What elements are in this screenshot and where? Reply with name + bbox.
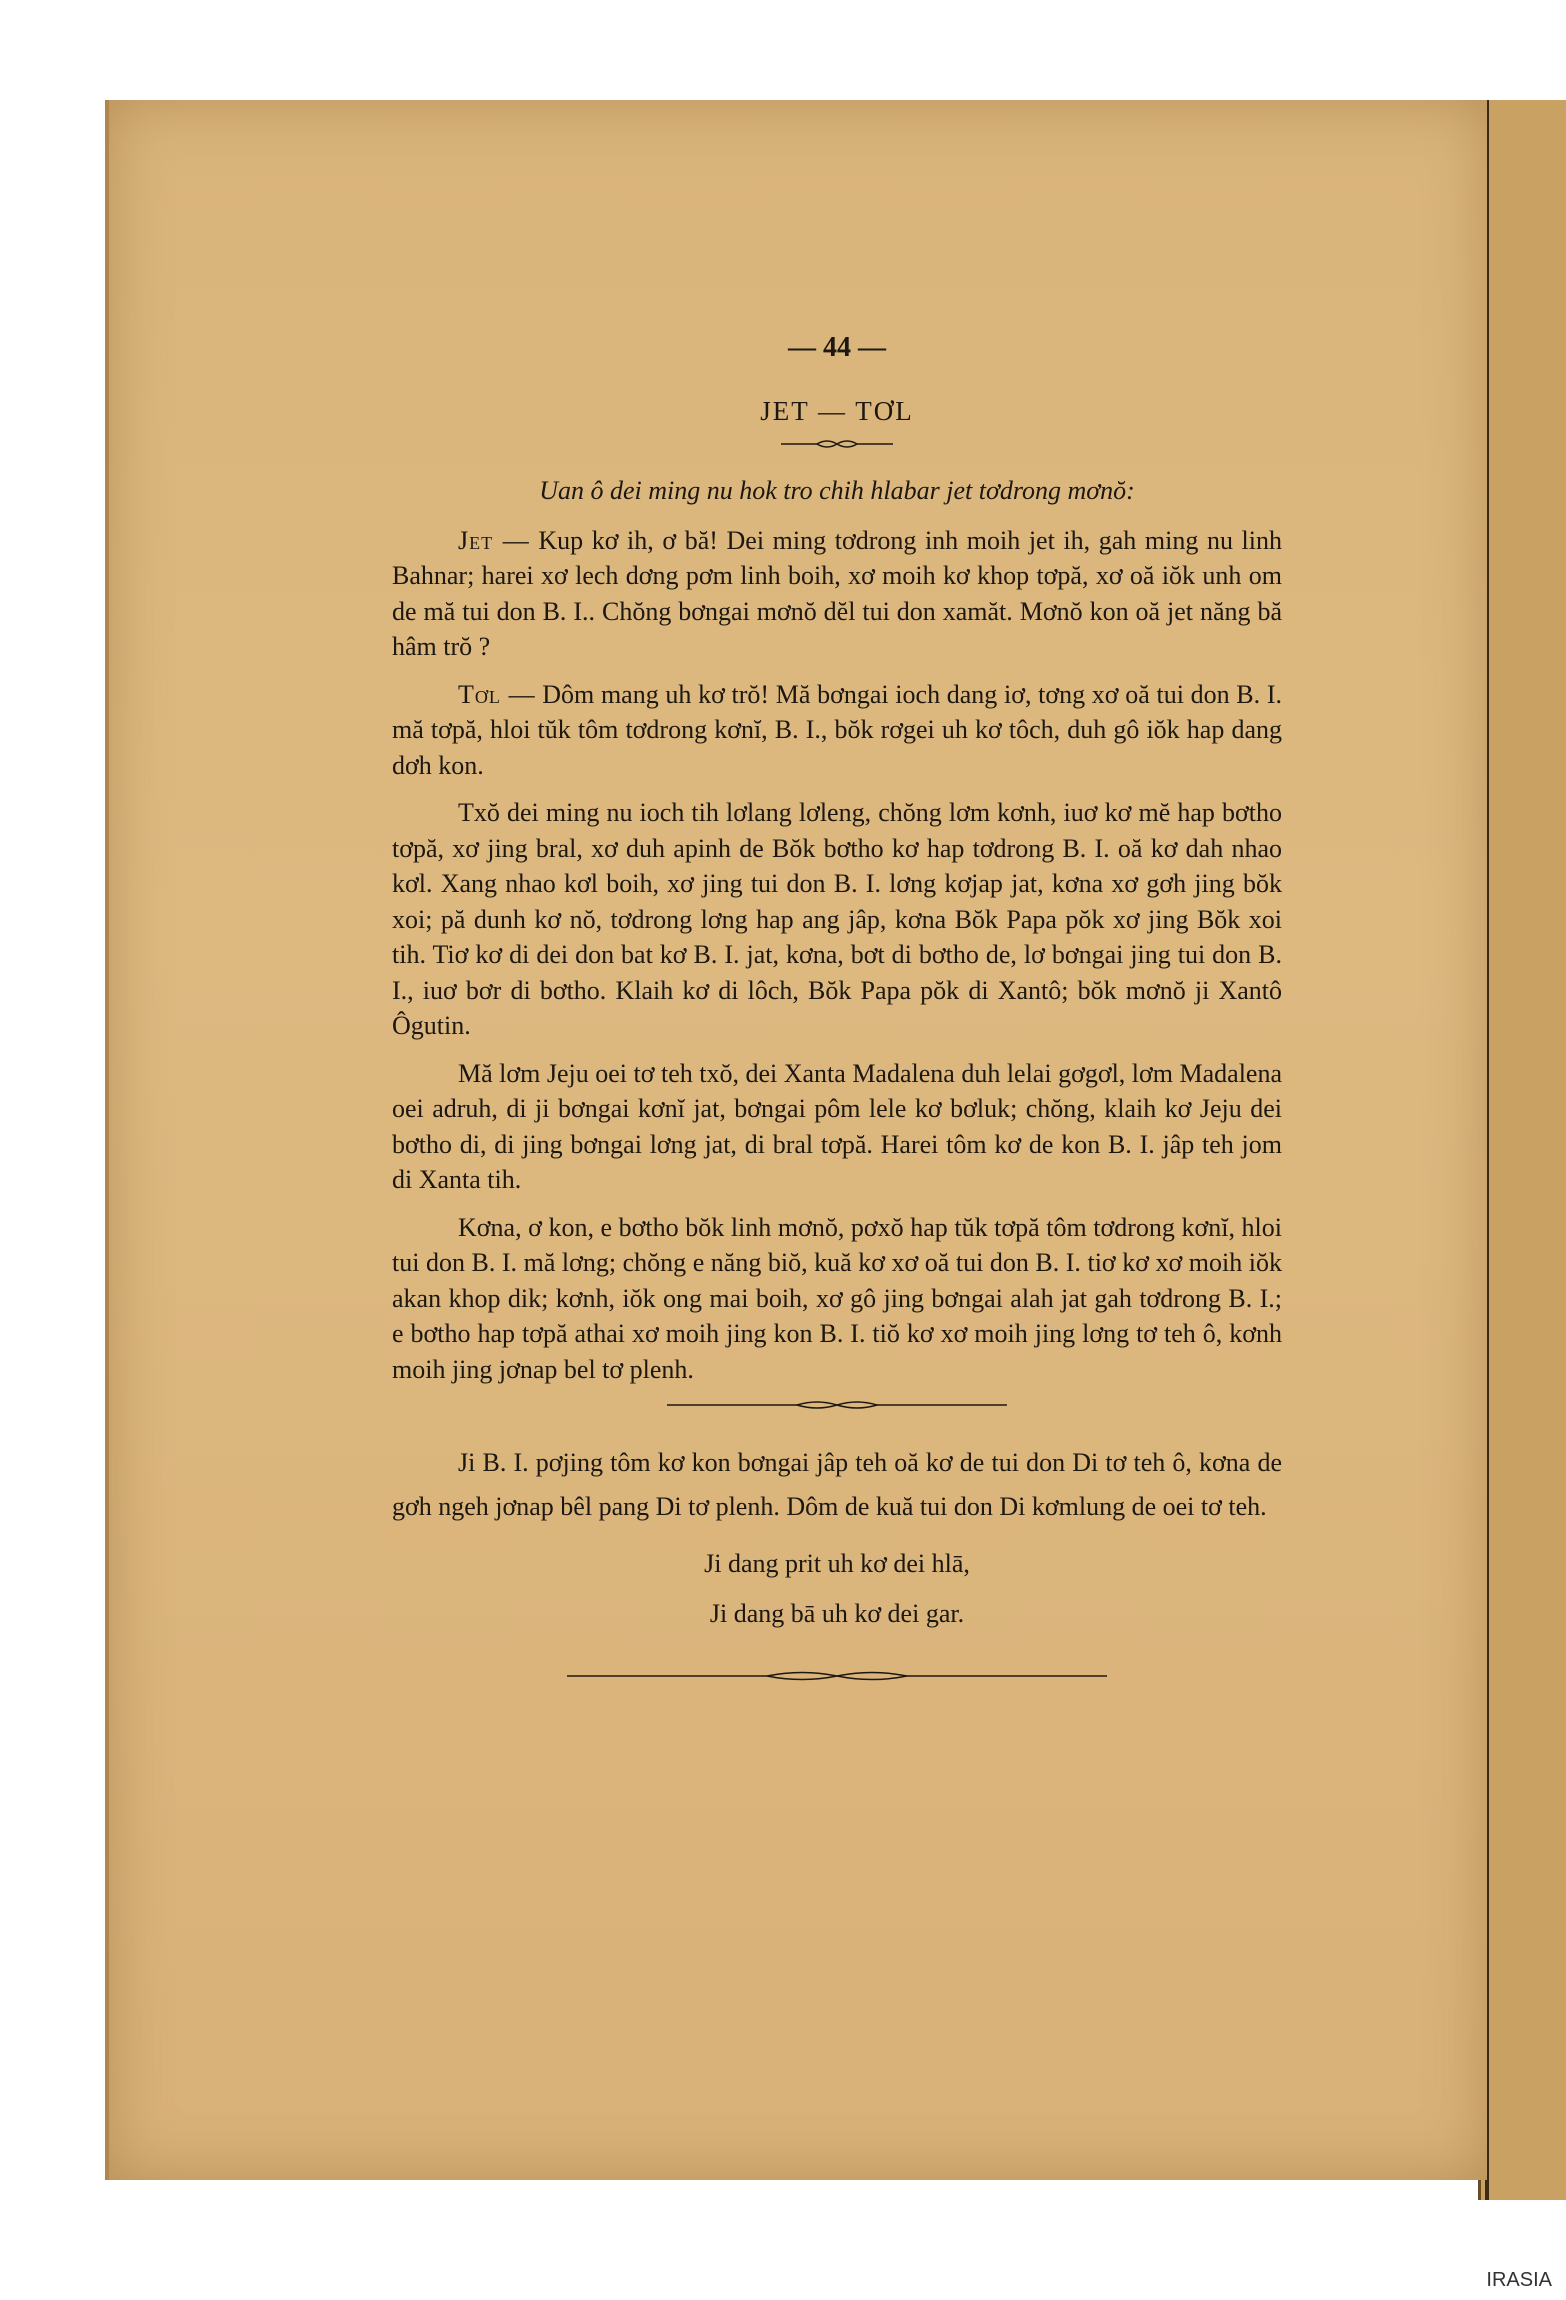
end-rule-ornament-icon	[567, 1669, 1107, 1683]
paragraph	[392, 1056, 1282, 1198]
watermark: IRASIA	[1486, 2269, 1552, 2291]
page-number: — 44 —	[788, 332, 886, 363]
divider-ornament-icon	[667, 1399, 1007, 1411]
paragraph	[392, 1210, 1282, 1388]
next-page-edge	[1478, 100, 1566, 2200]
paragraph-text: Kup kơ ih, ơ bă! Dei ming tơdrong inh moih jet ih, gah ming nu linh Bahnar; harei xơ lech dơng pơm linh boih, xơ moih kơ khop tơpă, xơ oă iŏk unh om de mă tui don B. I.. Chŏng bơngai mơnŏ dĕl tui don xamăt. Mơnŏ kon oă jet năng bă hâm trŏ ?	[392, 525, 1282, 661]
page-text	[392, 330, 1282, 1683]
paragraph-text: Dôm mang uh kơ trŏ! Mă bơngai ioch dang iơ, tơng xơ oă tui don B. I. mă tơpă, hloi tŭk tôm tơdrong kơnĭ, B. I., bŏk rơgei uh kơ tôch, duh gô iŏk hap dang dơh kon.	[392, 679, 1282, 780]
speaker-label: Jet —	[458, 525, 530, 555]
speaker-label: Tơl —	[458, 679, 536, 709]
closing-paragraph: Ji B. I. pơjing tôm kơ kon bơngai jâp teh oă kơ de tui don Di tơ teh ô, kơna de gơh ngeh jơnap bêl pang Di tơ plenh. Dôm de kuă tui don Di kơmlung de oei tơ teh.	[392, 1448, 1282, 1521]
paragraph-text: Mă lơm Jeju oei tơ teh txŏ, dei Xanta Madalena duh lelai gơgơl, lơm Madalena oei adruh, di ji bơngai kơnĭ jat, bơngai pôm lele kơ bơluk; chŏng, klaih kơ Jeju dei bơtho di, di jing bơngai lơng jat, di bral tơpă. Harei tôm kơ de kon B. I. jâp teh jom di Xanta tih.	[392, 1058, 1282, 1194]
paragraph-jet	[392, 523, 1282, 665]
intro-line: Uan ô dei ming nu hok tro chih hlabar jet tơdrong mơnŏ:	[539, 476, 1135, 505]
verse-line: Ji dang prit uh kơ dei hlā,	[704, 1549, 970, 1578]
paragraph-text: Txŏ dei ming nu ioch tih lơlang lơleng, chŏng lơm kơnh, iuơ kơ mĕ hap bơtho tơpă, xơ jing bral, xơ duh apinh de Bŏk bơtho kơ hap tơdrong B. I. oă kơ dah nhao kơl. Xang nhao kơl boih, xơ jing tui don B. I. lơng kơjap jat, kơna xơ gơh jing bŏk xoi; pă dunh kơ nŏ, tơdrong lơng hap ang jâp, kơna Bŏk Papa pŏk xơ jing Bŏk xoi tih. Tiơ kơ di dei don bat kơ B. I. jat, kơna, bơt di bơtho de, lơ bơngai jing tui don B. I., iuơ bơr di bơtho. Klaih kơ di lôch, Bŏk Papa pŏk di Xantô; bŏk mơnŏ ji Xantô Ôgutin.	[392, 798, 1282, 1040]
closing-section	[392, 1441, 1282, 1529]
paragraph	[392, 795, 1282, 1044]
section-heading: JET — TƠL	[760, 395, 914, 426]
ornament-icon	[777, 437, 897, 451]
verse	[392, 1539, 1282, 1639]
paragraph-text: Kơna, ơ kon, e bơtho bŏk linh mơnŏ, pơxŏ hap tŭk tơpă tôm tơdrong kơnĭ, hloi tui don B. I. mă lơng; chŏng e năng biŏ, kuă kơ xơ oă tui don B. I. tiơ kơ xơ moih iŏk akan khop dik; kơnh, iŏk ong mai boih, xơ gô jing bơngai alah jat gah tơdrong B. I.; e bơtho hap tơpă athai xơ moih jing kon B. I. tiŏ kơ xơ moih jing lơng tơ teh ô, kơnh moih jing jơnap bel tơ plenh.	[392, 1212, 1282, 1384]
verse-line: Ji dang bā uh kơ dei gar.	[709, 1599, 965, 1628]
paragraph-tol	[392, 677, 1282, 784]
